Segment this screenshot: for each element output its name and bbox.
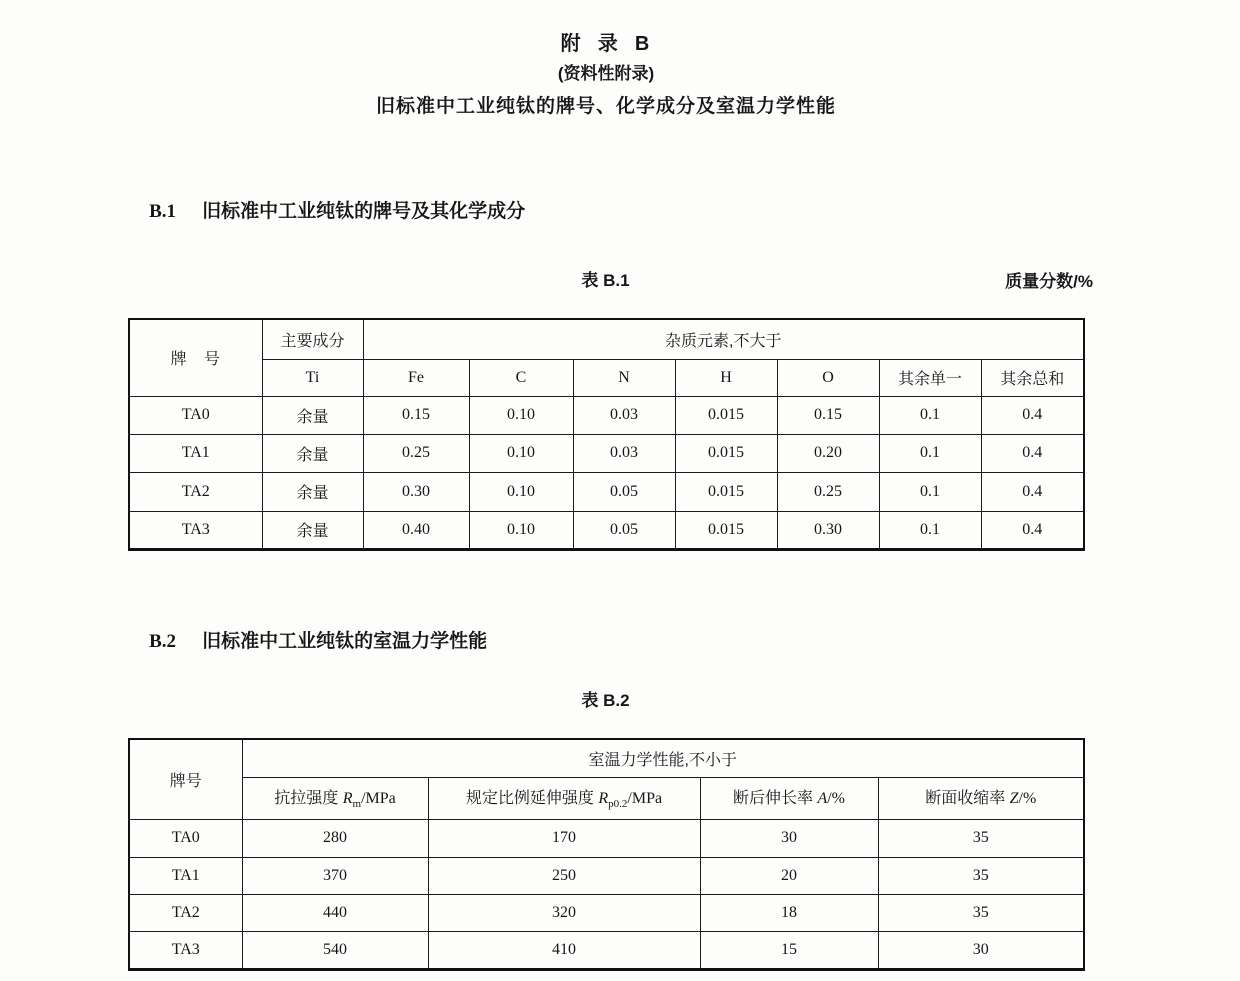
- b2-proof-strength-header-cell: [428, 777, 700, 819]
- b1-main-composition-header-cell: 主要成分: [262, 319, 363, 359]
- unit-suffix: /MPa: [627, 790, 663, 808]
- value-cell: 0.40: [363, 511, 469, 549]
- value-cell: 0.25: [777, 472, 879, 511]
- grade-cell: TA3: [129, 931, 242, 969]
- table-row: [129, 819, 1084, 857]
- value-cell: 440: [242, 894, 428, 931]
- value-cell: 280: [242, 819, 428, 857]
- table-b2-caption: 表 B.2: [581, 691, 630, 710]
- table-b1-caption: 表 B.1: [581, 271, 630, 290]
- b2-grade-header-cell: 牌号: [129, 739, 242, 819]
- value-cell: 0.05: [573, 472, 675, 511]
- value-cell: 0.1: [879, 396, 981, 434]
- value-cell: 15: [700, 931, 878, 969]
- value-cell: 0.4: [981, 511, 1084, 549]
- value-cell: 0.30: [777, 511, 879, 549]
- value-cell: 0.015: [675, 396, 777, 434]
- unit-suffix: /%: [827, 790, 845, 808]
- b1-c-header-cell: C: [469, 359, 573, 396]
- value-cell: 0.30: [363, 472, 469, 511]
- value-cell: 30: [878, 931, 1084, 969]
- value-cell: 0.15: [777, 396, 879, 434]
- b1-n-header-cell: N: [573, 359, 675, 396]
- value-cell: 0.4: [981, 434, 1084, 472]
- ti-cell: 余量: [262, 396, 363, 434]
- value-cell: 0.05: [573, 511, 675, 549]
- b2-elongation-header-cell: [700, 777, 878, 819]
- symbol: Z: [1009, 790, 1019, 808]
- table-row: [129, 396, 1084, 434]
- value-cell: 540: [242, 931, 428, 969]
- ti-cell: 余量: [262, 511, 363, 549]
- section-b1-heading: [128, 174, 525, 245]
- value-cell: 35: [878, 819, 1084, 857]
- value-cell: 410: [428, 931, 700, 969]
- section-b2-title: 旧标准中工业纯钛的室温力学性能: [202, 631, 488, 652]
- col-label-prefix: 断面收缩率: [925, 790, 1010, 808]
- value-cell: 0.1: [879, 472, 981, 511]
- value-cell: 0.015: [675, 511, 777, 549]
- value-cell: 320: [428, 894, 700, 931]
- appendix-title: 附 录 B: [560, 33, 652, 55]
- b1-other-total-header-cell: 其余总和: [981, 359, 1084, 396]
- value-cell: 170: [428, 819, 700, 857]
- value-cell: 0.03: [573, 396, 675, 434]
- ti-cell: 余量: [262, 434, 363, 472]
- value-cell: 250: [428, 857, 700, 894]
- table-row: [129, 511, 1084, 549]
- grade-cell: TA1: [129, 434, 262, 472]
- symbol: R: [598, 790, 609, 808]
- value-cell: 0.03: [573, 434, 675, 472]
- table-row: [129, 857, 1084, 894]
- grade-cell: TA0: [129, 396, 262, 434]
- grade-cell: TA0: [129, 819, 242, 857]
- value-cell: 0.015: [675, 472, 777, 511]
- table-b2-mechanical-properties: [128, 738, 1085, 971]
- table-b1-chemical-composition: [128, 318, 1085, 551]
- grade-cell: TA2: [129, 894, 242, 931]
- symbol: R: [342, 790, 353, 808]
- table-b2-caption-row: [128, 686, 1083, 710]
- value-cell: 0.1: [879, 511, 981, 549]
- table-row: [129, 472, 1084, 511]
- symbol-subscript: m: [352, 798, 362, 811]
- value-cell: 0.10: [469, 396, 573, 434]
- table-row: [129, 894, 1084, 931]
- b1-h-header-cell: H: [675, 359, 777, 396]
- grade-cell: TA2: [129, 472, 262, 511]
- b1-o-header-cell: O: [777, 359, 879, 396]
- value-cell: 370: [242, 857, 428, 894]
- value-cell: 30: [700, 819, 878, 857]
- table-row: [129, 931, 1084, 969]
- b1-impurity-header-cell: 杂质元素,不大于: [363, 319, 1084, 359]
- mass-fraction-unit: 质量分数/%: [1005, 272, 1093, 291]
- symbol: A: [817, 790, 828, 808]
- appendix-note: (资料性附录): [557, 64, 655, 83]
- ti-cell: 余量: [262, 472, 363, 511]
- b1-other-single-header-cell: 其余单一: [879, 359, 981, 396]
- table-row: [129, 319, 1084, 359]
- b1-fe-header-cell: Fe: [363, 359, 469, 396]
- value-cell: 0.10: [469, 472, 573, 511]
- table-row: [129, 434, 1084, 472]
- col-label-prefix: 抗拉强度: [274, 790, 343, 808]
- value-cell: 0.4: [981, 472, 1084, 511]
- b1-ti-header-cell: Ti: [262, 359, 363, 396]
- grade-cell: TA1: [129, 857, 242, 894]
- value-cell: 0.10: [469, 511, 573, 549]
- unit-suffix: /%: [1018, 790, 1037, 808]
- table-row: [129, 359, 1084, 396]
- b2-reduction-of-area-header-cell: [878, 777, 1084, 819]
- section-b2-number: B.2: [149, 631, 177, 652]
- table-row: [129, 739, 1084, 777]
- section-b1-title: 旧标准中工业纯钛的牌号及其化学成分: [202, 201, 526, 222]
- value-cell: 20: [700, 857, 878, 894]
- value-cell: 0.015: [675, 434, 777, 472]
- value-cell: 18: [700, 894, 878, 931]
- grade-cell: TA3: [129, 511, 262, 549]
- symbol-subscript: p0.2: [608, 798, 628, 811]
- value-cell: 35: [878, 857, 1084, 894]
- section-b2-heading: [128, 604, 487, 675]
- value-cell: 0.20: [777, 434, 879, 472]
- unit-suffix: /MPa: [361, 790, 396, 808]
- b2-tensile-strength-header-cell: [242, 777, 428, 819]
- section-b1-number: B.1: [149, 201, 177, 222]
- col-label-prefix: 规定比例延伸强度: [465, 790, 599, 808]
- b2-properties-group-header-cell: 室温力学性能,不小于: [242, 739, 1084, 777]
- value-cell: 0.1: [879, 434, 981, 472]
- table-row: [129, 777, 1084, 819]
- value-cell: 0.25: [363, 434, 469, 472]
- value-cell: 0.15: [363, 396, 469, 434]
- value-cell: 35: [878, 894, 1084, 931]
- col-label-prefix: 断后伸长率: [732, 790, 818, 808]
- value-cell: 0.4: [981, 396, 1084, 434]
- table-b1-caption-row: [128, 266, 1093, 291]
- appendix-subject: 旧标准中工业纯钛的牌号、化学成分及室温力学性能: [375, 96, 836, 117]
- b1-grade-header-cell: 牌 号: [129, 319, 262, 396]
- value-cell: 0.10: [469, 434, 573, 472]
